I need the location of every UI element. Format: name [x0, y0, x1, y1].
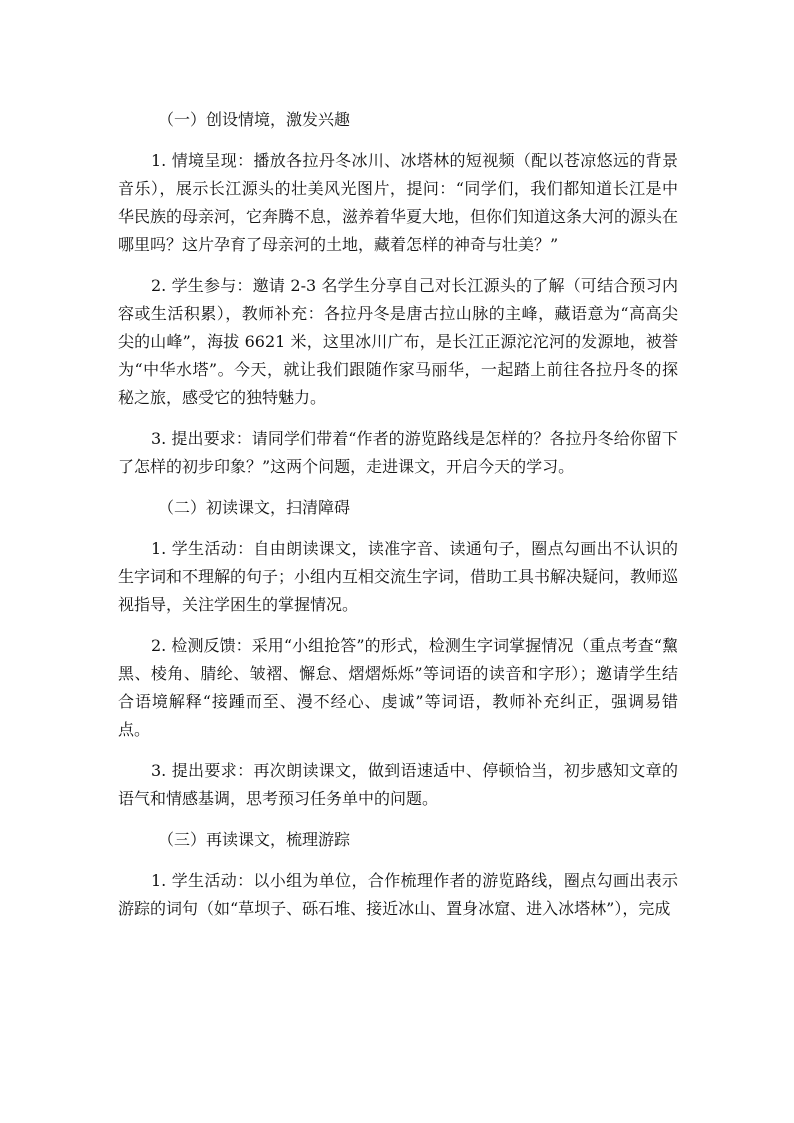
paragraph: 2. 检测反馈：采用“小组抢答”的形式，检测生字词掌握情况（重点考查“黧黑、棱角、腈纶、皱褶、懈怠、熠熠烁烁”等词语的读音和字形）；邀请学生结合语境解释“接踵而至、漫不经心、虔诚”等词语，教师补充纠正，强调易错点。 — [118, 636, 678, 739]
paragraph: 1. 学生活动：以小组为单位，合作梳理作者的游览路线，圈点勾画出表示游踪的词句（如“草坝子、砾石堆、接近冰山、置身冰窟、进入冰塔林”），完成 — [118, 871, 678, 918]
section-heading: （二）初读课文，扫清障碍 — [158, 498, 351, 517]
paragraph: 2. 学生参与：邀请 2-3 名学生分享自己对长江源头的了解（可结合预习内容或生活积累），教师补充：各拉丹冬是唐古拉山脉的主峰，藏语意为“高高尖尖的山峰”，海拔 6621 米，这里冰川广布，是长江正源沱沱河的发源地，被誉为“中华水塔”。今天，就让我们跟随作家马丽华，一起踏上前往各拉丹冬的探秘之旅，感受它的独特魅力。 — [118, 276, 678, 407]
document-body — [118, 106, 678, 936]
section-heading: （三）再读课文，梳理游踪 — [158, 830, 351, 849]
paragraph: 1. 学生活动：自由朗读课文，读准字音、读通句子，圈点勾画出不认识的生字词和不理解的句子；小组内互相交流生字词，借助工具书解决疑问，教师巡视指导，关注学困生的掌握情况。 — [118, 539, 679, 614]
paragraph: 3. 提出要求：请同学们带着“作者的游览路线是怎样的？各拉丹冬给你留下了怎样的初步印象？”这两个问题，走进课文，开启今天的学习。 — [118, 429, 678, 476]
paragraph: 1. 情境呈现：播放各拉丹冬冰川、冰塔林的短视频（配以苍凉悠远的背景音乐），展示长江源头的壮美风光图片，提问：“同学们，我们都知道长江是中华民族的母亲河，它奔腾不息，滋养着华夏大地，但你们知道这条大河的源头在哪里吗？这片孕育了母亲河的土地，藏着怎样的神奇与壮美？” — [118, 151, 679, 254]
section-heading: （一）创设情境，激发兴趣 — [158, 110, 351, 129]
paragraph: 3. 提出要求：再次朗读课文，做到语速适中、停顿恰当，初步感知文章的语气和情感基调，思考预习任务单中的问题。 — [118, 761, 678, 808]
